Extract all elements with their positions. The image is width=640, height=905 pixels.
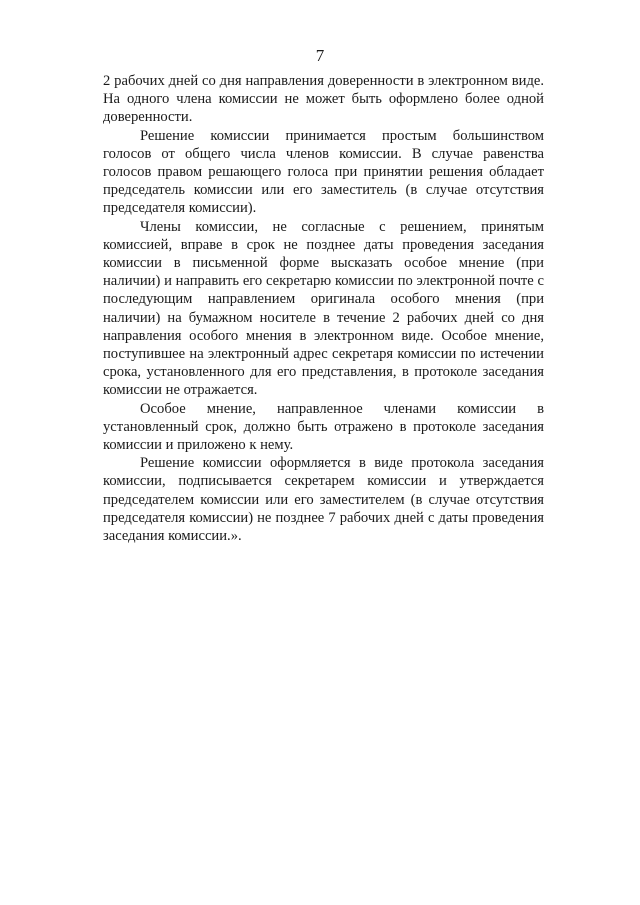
paragraph-protocol-signing: Решение комиссии оформляется в виде протокола заседания комиссии, подписывается секретарем комиссии и утверждается председателем комиссии или его заместителем (в случае отсутствия председателя комиссии) не позднее 7 рабочих дней с даты проведения заседания комиссии.». (103, 455, 544, 545)
paragraph-opinion-in-protocol: Особое мнение, направленное членами комиссии в установленный срок, должно быть отражено в протоколе заседания комиссии и приложено к нему. (103, 400, 544, 454)
page-number: 7 (315, 46, 325, 65)
document-body (103, 72, 544, 545)
paragraph-dissenting-opinion: Члены комиссии, не согласные с решением, принятым комиссией, вправе в срок не позднее даты проведения заседания комиссии в письменной форме высказать особое мнение (при наличии) и направить его секретарю комиссии по электронной почте с последующим направлением оригинала особого мнения (при наличии) на бумажном носителе в течение 2 рабочих дней со дня направления особого мнения в электронном виде. Особое мнение, поступившее на электронный адрес секретаря комиссии по истечении срока, установленного для его представления, в протоколе заседания комиссии не отражается. (103, 218, 544, 399)
paragraph-decision-voting: Решение комиссии принимается простым большинством голосов от общего числа членов комиссии. В случае равенства голосов правом решающего голоса при принятии решения обладает председатель комиссии или его заместитель (в случае отсутствия председателя комиссии). (103, 127, 544, 217)
paragraph-proxy-deadline: 2 рабочих дней со дня направления доверенности в электронном виде. На одного члена комиссии не может быть оформлено более одной доверенности. (103, 73, 544, 126)
